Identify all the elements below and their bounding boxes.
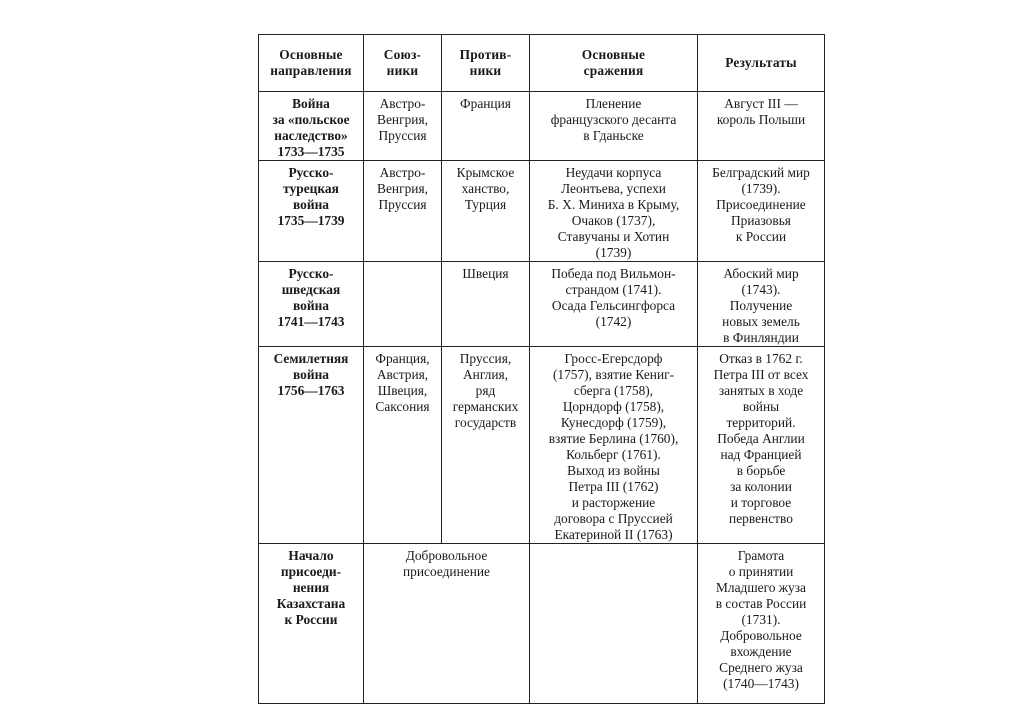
header-allies: Союз- ники <box>364 35 442 92</box>
table-row <box>259 347 825 544</box>
cell-enemies: Франция <box>442 92 530 161</box>
cell-battles: Пленение французского десанта в Гданьске <box>530 92 698 161</box>
cell-results: Абоский мир (1743). Получение новых земель в Финляндии <box>698 262 825 347</box>
cell-battles <box>530 544 698 704</box>
history-table <box>258 34 825 704</box>
cell-battles: Неудачи корпуса Леонтьева, успехи Б. Х. Миниха в Крыму, Очаков (1737), Ставучаны и Хотин (1739) <box>530 161 698 262</box>
header-battles: Основные сражения <box>530 35 698 92</box>
cell-direction: Начало присоеди- нения Казахстана к России <box>259 544 364 704</box>
cell-direction: Русско- шведская война 1741—1743 <box>259 262 364 347</box>
cell-results: Грамота о принятии Младшего жуза в состав России (1731). Добровольное вхождение Среднего жуза (1740—1743) <box>698 544 825 704</box>
table-row <box>259 544 825 704</box>
cell-enemies: Швеция <box>442 262 530 347</box>
cell-allies <box>364 262 442 347</box>
header-directions: Основные направления <box>259 35 364 92</box>
cell-battles: Победа под Вильмон- страндом (1741). Осада Гельсингфорса (1742) <box>530 262 698 347</box>
cell-direction: Русско- турецкая война 1735—1739 <box>259 161 364 262</box>
cell-allies-enemies: Добровольное присоединение <box>364 544 530 704</box>
cell-results: Отказ в 1762 г. Петра III от всех занятых в ходе войны территорий. Победа Англии над Францией в борьбе за колонии и торговое первенство <box>698 347 825 544</box>
header-results: Результаты <box>698 35 825 92</box>
table-header-row <box>259 35 825 92</box>
table-row <box>259 262 825 347</box>
cell-allies: Австро- Венгрия, Пруссия <box>364 161 442 262</box>
cell-allies: Франция, Австрия, Швеция, Саксония <box>364 347 442 544</box>
table-row <box>259 92 825 161</box>
cell-results: Белградский мир (1739). Присоединение Приазовья к России <box>698 161 825 262</box>
cell-enemies: Крымское ханство, Турция <box>442 161 530 262</box>
table-row <box>259 161 825 262</box>
cell-battles: Гросс-Егерсдорф (1757), взятие Кениг- сберга (1758), Цорндорф (1758), Кунесдорф (1759), взятие Берлина (1760), Кольберг (1761). Выход из войны Петра III (1762) и расторжение договора с Пруссией Екатериной II (1763) <box>530 347 698 544</box>
cell-allies: Австро- Венгрия, Пруссия <box>364 92 442 161</box>
cell-direction: Война за «польское наследство» 1733—1735 <box>259 92 364 161</box>
cell-results: Август III — король Польши <box>698 92 825 161</box>
header-enemies: Против- ники <box>442 35 530 92</box>
cell-enemies: Пруссия, Англия, ряд германских государств <box>442 347 530 544</box>
cell-direction: Семилетняя война 1756—1763 <box>259 347 364 544</box>
